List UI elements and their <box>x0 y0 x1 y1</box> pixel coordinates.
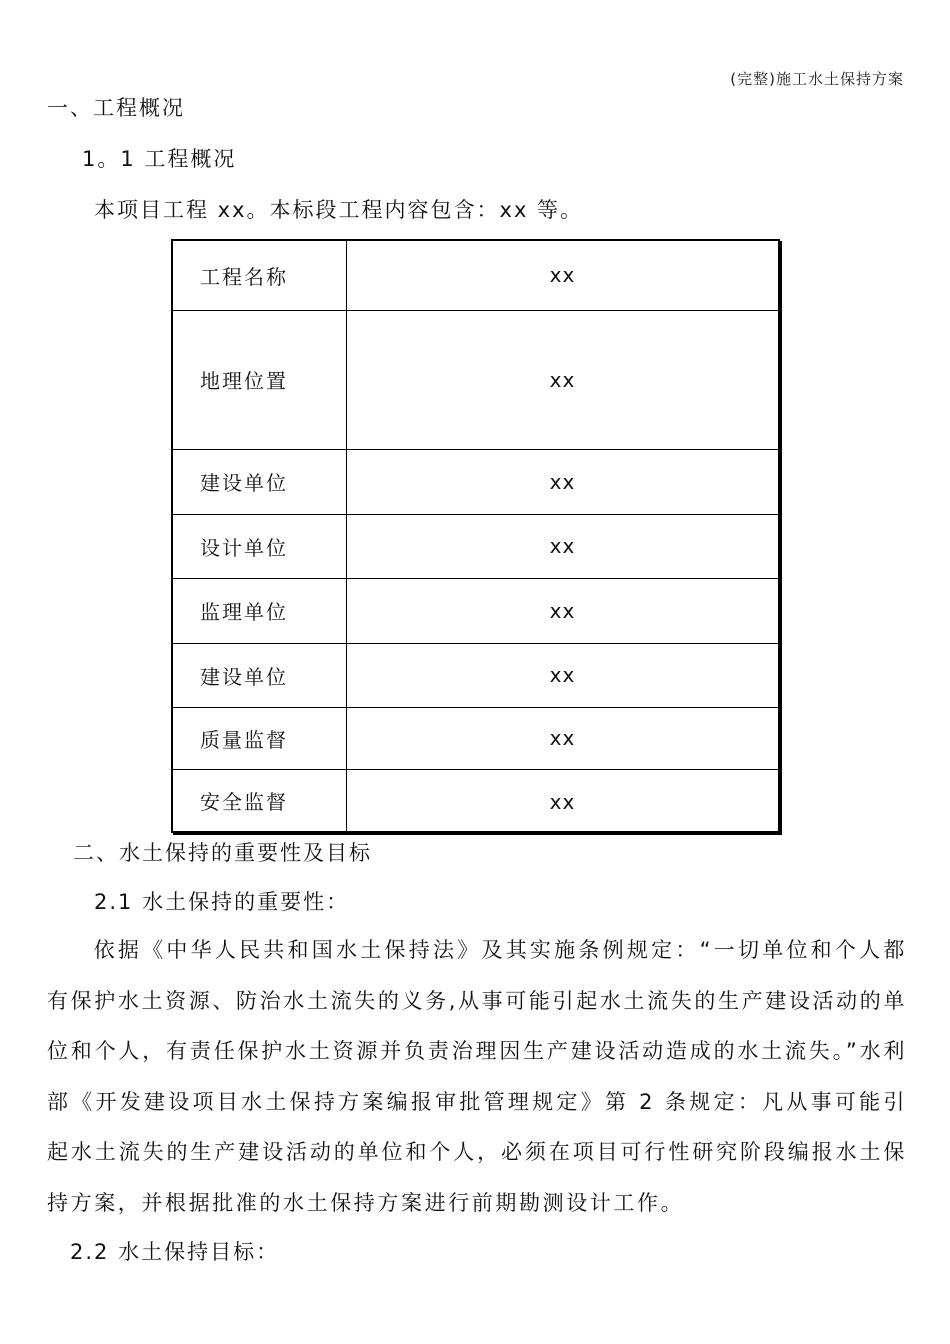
table-row <box>172 240 779 310</box>
importance-text: 依据《中华人民共和国水土保持法》及其实施条例规定：“一切单位和个人都有保护水土资源、防治水土流失的义务,从事可能引起水土流失的生产建设活动的单位和个人，有责任保护水土资源并负责治理因生产建设活动造成的水土流失。”水利部《开发建设项目水土保持方案编报审批管理规定》第 2 条规定：凡从事可能引起水土流失的生产建设活动的单位和个人，必须在项目可行性研究阶段编报水土保持方案，并根据批准的水土保持方案进行前期勘测设计工作。 <box>47 938 907 1215</box>
section-2-1-heading: 2.1 水土保持的重要性： <box>94 890 350 914</box>
table-row <box>172 310 779 449</box>
project-info-table <box>171 239 780 833</box>
row-value: xx <box>347 643 780 707</box>
table-row <box>172 707 779 769</box>
table-row <box>172 643 779 707</box>
row-label: 质量监督 <box>172 707 347 769</box>
row-label: 设计单位 <box>172 514 347 578</box>
table-row <box>172 514 779 578</box>
row-label: 建设单位 <box>172 643 347 707</box>
row-label: 工程名称 <box>172 240 347 310</box>
project-intro: 本项目工程 xx。本标段工程内容包含：xx 等。 <box>94 198 584 222</box>
row-label: 监理单位 <box>172 578 347 643</box>
section-1-1-heading: 1。1 工程概况 <box>82 147 237 171</box>
row-label: 建设单位 <box>172 449 347 514</box>
section-2-heading: 二、水土保持的重要性及目标 <box>73 841 372 865</box>
row-value: xx <box>347 449 780 514</box>
section-2-2-heading: 2.2 水土保持目标： <box>70 1240 280 1264</box>
row-value: xx <box>347 514 780 578</box>
row-label: 地理位置 <box>172 310 347 449</box>
row-value: xx <box>347 707 780 769</box>
table-row <box>172 578 779 643</box>
table-row <box>172 449 779 514</box>
row-value: xx <box>347 310 780 449</box>
importance-paragraph <box>47 925 907 1228</box>
running-header: (完整)施工水土保持方案 <box>730 70 904 88</box>
section-1-heading: 一、工程概况 <box>47 96 185 120</box>
table-row <box>172 769 779 832</box>
row-value: xx <box>347 769 780 832</box>
row-value: xx <box>347 578 780 643</box>
row-value: xx <box>347 240 780 310</box>
row-label: 安全监督 <box>172 769 347 832</box>
